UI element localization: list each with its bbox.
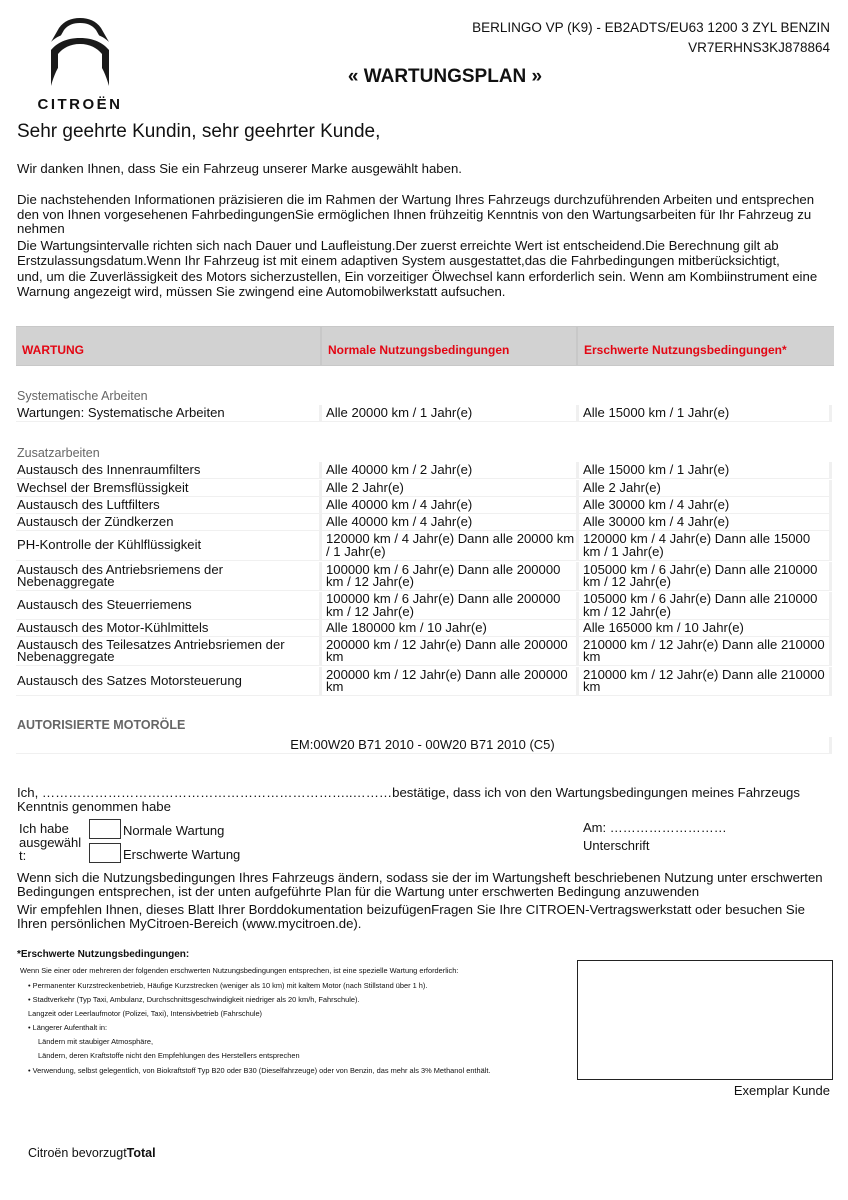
normal-interval: 100000 km / 6 Jahr(e) Dann alle 200000 km / 12 Jahr(e)	[322, 562, 576, 590]
intro-paragraph-4: und, um die Zuverlässigkeit des Motors sicherzustellen, Ein vorzeitiger Ölwechsel kann erforderlich sein. Wenn am Kombiinstrument eine Warnung angezeigt wird, müssen Sie zwingend eine Automobilwerkstatt aufsuchen.	[17, 269, 818, 299]
table-row	[16, 462, 832, 479]
hard-interval: Alle 15000 km / 1 Jahr(e)	[579, 405, 829, 421]
footnote-line-4: Langzeit oder Leerlaufmotor (Polizei, Taxi), Intensivbetrieb (Fahrschule)	[28, 1009, 263, 1018]
option-hard-label: Erschwerte Wartung	[123, 847, 241, 862]
normal-interval: Alle 180000 km / 10 Jahr(e)	[322, 620, 576, 636]
option-normal-label: Normale Wartung	[123, 823, 225, 838]
date-field: Am: ………………………	[583, 820, 727, 835]
note-recommendation: Wir empfehlen Ihnen, dieses Blatt Ihrer Borddokumentation beizufügenFragen Sie Ihre CITROEN-Vertragswerkstatt oder besuchen Sie Ihren persönlichen MyCitroen-Bereich (www.mycitroen.de).	[17, 902, 805, 931]
footer	[28, 1146, 156, 1160]
hard-interval: Alle 30000 km / 4 Jahr(e)	[579, 497, 829, 513]
brand-wordmark: CITROËN	[37, 96, 123, 113]
hard-interval: 210000 km / 12 Jahr(e) Dann alle 210000 km	[579, 667, 829, 695]
page-title: « WARTUNGSPLAN »	[347, 66, 543, 87]
checkbox-hard[interactable]	[89, 843, 121, 863]
intro-paragraph-1: Wir danken Ihnen, dass Sie ein Fahrzeug unserer Marke ausgewählt haben.	[17, 161, 462, 176]
table-row	[16, 637, 832, 666]
intro-paragraph-2: Die nachstehenden Informationen präzisieren die im Rahmen der Wartung Ihres Fahrzeugs durchzuführenden Arbeiten und entsprechen den von Ihnen vorgesehenen FahrbedingungenSie ermöglichen Ihnen frühzeitig Kenntnis von den Wartungsarbeiten für Ihr Fahrzeug zu nehmen	[17, 192, 815, 236]
dealer-stamp-box	[577, 960, 833, 1080]
intro-paragraph-3: Die Wartungsintervalle richten sich nach Dauer und Laufleistung.Der zuerst erreichte Wert ist entscheidend.Die Berechnung gilt ab Erstzulassungsdatum.Wenn Ihr Fahrzeug ist mit einem adaptiven System ausgestattet,das die Fahrbedingungen mitberücksichtigt,	[17, 238, 780, 268]
normal-interval: Alle 40000 km / 2 Jahr(e)	[322, 462, 576, 478]
salutation: Sehr geehrte Kundin, sehr geehrter Kunde,	[17, 121, 381, 142]
normal-interval: 100000 km / 6 Jahr(e) Dann alle 200000 km / 12 Jahr(e)	[322, 592, 576, 619]
footnote-line-8: • Verwendung, selbst gelegentlich, von Biokraftstoff Typ B20 oder B30 (Dieselfahrzeuge) oder von Benzin, das mehr als 3% Methanol enthält.	[28, 1066, 491, 1075]
normal-interval: Alle 20000 km / 1 Jahr(e)	[322, 405, 576, 421]
footnote-title: *Erschwerte Nutzungsbedingungen:	[17, 949, 190, 960]
section-systematic: Systematische Arbeiten	[17, 389, 148, 403]
maintenance-task: Austausch des Satzes Motorsteuerung	[16, 667, 319, 695]
checkbox-normal[interactable]	[89, 819, 121, 839]
normal-interval: 200000 km / 12 Jahr(e) Dann alle 200000 km	[322, 667, 576, 695]
table-row	[16, 531, 832, 561]
confirmation-text: Ich, ……………………………………………………………..………bestätige, dass ich von den Wartungsbedingungen meines Fahrzeugs Kenntnis genommen habe	[17, 785, 800, 814]
table-row	[16, 592, 832, 620]
table-row	[16, 514, 832, 531]
vehicle-vin: VR7ERHNS3KJ878864	[688, 40, 830, 55]
maintenance-task: Austausch des Antriebsriemens der Nebenaggregate	[16, 562, 319, 590]
hard-interval: Alle 165000 km / 10 Jahr(e)	[579, 620, 829, 636]
maintenance-task: PH-Kontrolle der Kühlflüssigkeit	[16, 531, 319, 560]
vehicle-model: BERLINGO VP (K9) - EB2ADTS/EU63 1200 3 ZYL BENZIN	[472, 20, 830, 35]
footnote-line-6: Ländern mit staubiger Atmosphäre,	[38, 1037, 154, 1046]
section-additional: Zusatzarbeiten	[17, 446, 100, 460]
maintenance-table-header	[16, 326, 834, 366]
note-conditions: Wenn sich die Nutzungsbedingungen Ihres Fahrzeugs ändern, sodass sie der im Wartungsheft beschriebenen Nutzung unter erschwerten Bedingungen entsprechen, ist der unten aufgeführte Plan für die Wartung unter erschwerten Bedingung anzuwenden	[17, 870, 823, 899]
maintenance-task: Austausch des Steuerriemens	[16, 592, 319, 619]
maintenance-task: Austausch des Innenraumfilters	[16, 462, 319, 478]
maintenance-task: Wechsel der Bremsflüssigkeit	[16, 480, 319, 496]
footnote-line-3: • Stadtverkehr (Typ Taxi, Ambulanz, Durchschnittsgeschwindigkeit niedriger als 20 km/h, Fahrschule).	[28, 995, 360, 1004]
footnote-line-5: • Längerer Aufenthalt in:	[28, 1023, 108, 1032]
header-normal: Normale Nutzungsbedingungen	[322, 327, 576, 365]
hard-interval: 105000 km / 6 Jahr(e) Dann alle 210000 km / 12 Jahr(e)	[579, 592, 829, 619]
footnote-line-7: Ländern, deren Kraftstoffe nicht den Empfehlungen des Herstellers entsprechen	[38, 1051, 300, 1060]
hard-interval: Alle 15000 km / 1 Jahr(e)	[579, 462, 829, 478]
copy-label: Exemplar Kunde	[733, 1083, 830, 1098]
normal-interval: Alle 40000 km / 4 Jahr(e)	[322, 497, 576, 513]
choose-label: Ich habe ausgewähl t:	[19, 821, 82, 863]
footnote-line-1: Wenn Sie einer oder mehreren der folgenden erschwerten Nutzungsbedingungen entsprechen, ist eine spezielle Wartung erforderlich:	[20, 966, 459, 975]
vehicle-info	[472, 18, 830, 58]
hard-interval: Alle 30000 km / 4 Jahr(e)	[579, 514, 829, 530]
maintenance-task: Austausch des Motor-Kühlmittels	[16, 620, 319, 636]
table-row	[16, 620, 832, 637]
signature-label: Unterschrift	[583, 838, 650, 853]
header-hard: Erschwerte Nutzungsbedingungen*	[578, 327, 834, 365]
maintenance-task: Austausch des Luftfilters	[16, 497, 319, 513]
table-row	[16, 497, 832, 514]
normal-interval: Alle 40000 km / 4 Jahr(e)	[322, 514, 576, 530]
oils-value: EM:00W20 B71 2010 - 00W20 B71 2010 (C5)	[16, 737, 829, 753]
footnote-line-2: • Permanenter Kurzstreckenbetrieb, Häufige Kurzstrecken (weniger als 10 km) mit kaltem Motor (nach Stillstand über 1 h).	[28, 981, 428, 990]
citroen-logo	[24, 16, 136, 114]
oils-title: AUTORISIERTE MOTORÖLE	[17, 718, 186, 732]
footer-brand: Total	[126, 1146, 156, 1160]
maintenance-task: Austausch des Teilesatzes Antriebsriemen der Nebenaggregate	[16, 637, 319, 665]
normal-interval: 120000 km / 4 Jahr(e) Dann alle 20000 km / 1 Jahr(e)	[322, 531, 576, 560]
normal-interval: 200000 km / 12 Jahr(e) Dann alle 200000 km	[322, 637, 576, 665]
hard-interval: 120000 km / 4 Jahr(e) Dann alle 15000 km / 1 Jahr(e)	[579, 531, 829, 560]
header-wartung: WARTUNG	[16, 327, 320, 365]
oils-row	[16, 737, 832, 754]
table-row	[16, 480, 832, 497]
footer-prefix: Citroën bevorzugt	[28, 1146, 127, 1160]
hard-interval: 210000 km / 12 Jahr(e) Dann alle 210000 km	[579, 637, 829, 665]
table-row	[16, 562, 832, 591]
maintenance-task: Wartungen: Systematische Arbeiten	[16, 405, 319, 421]
maintenance-task: Austausch der Zündkerzen	[16, 514, 319, 530]
hard-interval: 105000 km / 6 Jahr(e) Dann alle 210000 km / 12 Jahr(e)	[579, 562, 829, 590]
table-row	[16, 667, 832, 696]
table-row	[16, 405, 832, 422]
normal-interval: Alle 2 Jahr(e)	[322, 480, 576, 496]
hard-interval: Alle 2 Jahr(e)	[579, 480, 829, 496]
